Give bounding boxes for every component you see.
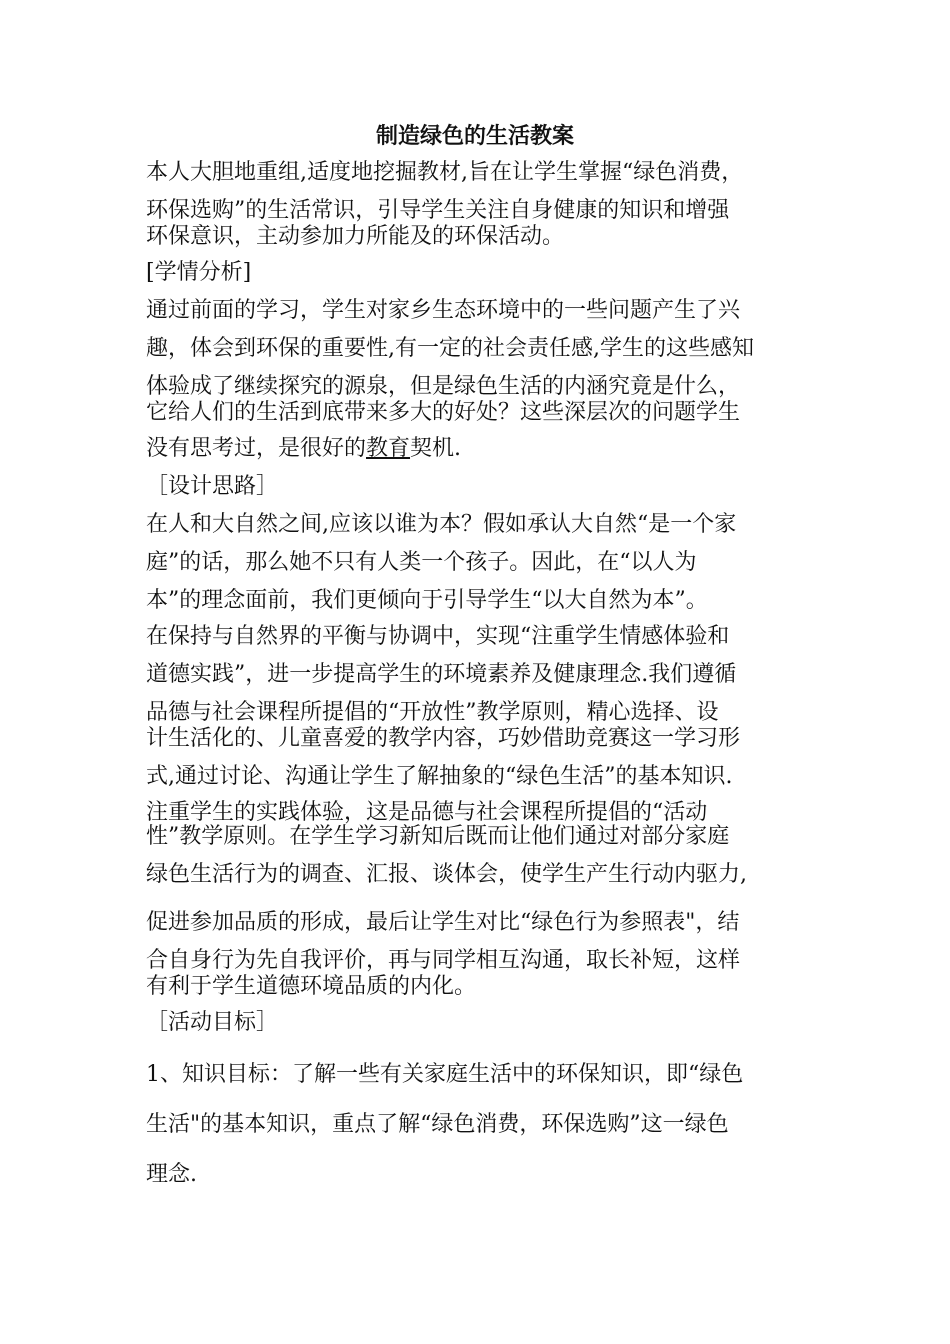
document-title: 制造绿色的生活教案 — [375, 124, 574, 149]
paragraph-text: 没有思考过，是很好的 — [146, 436, 367, 461]
paragraph-line: 有利于学生道德环境品质的内化。 — [146, 974, 477, 999]
paragraph-line: 它给人们的生活到底带来多大的好处？这些深层次的问题学生 — [146, 400, 741, 425]
section-heading: ［设计思路］ — [146, 474, 279, 499]
paragraph-line — [146, 434, 826, 464]
paragraph-line: 本”的理念面前，我们更倾向于引导学生“以大自然为本”。 — [146, 588, 708, 613]
paragraph-line: 计生活化的、儿童喜爱的教学内容，巧妙借助竞赛这一学习形 — [146, 726, 741, 751]
paragraph-line: 注重学生的实践体验，这是品德与社会课程所提倡的“活动 — [146, 800, 708, 825]
paragraph-text: 契机. — [410, 436, 462, 461]
paragraph-line: 品德与社会课程所提倡的“开放性”教学原则，精心选择、设 — [146, 700, 719, 725]
paragraph-line: 1、知识目标：了解一些有关家庭生活中的环保知识，即“绿色 — [146, 1062, 744, 1087]
paragraph-line: 道德实践”，进一步提高学生的环境素养及健康理念.我们遵循 — [146, 662, 737, 687]
paragraph-line: 环保意识，主动参加力所能及的环保活动。 — [146, 224, 565, 249]
paragraph-line: 生活"的基本知识，重点了解“绿色消费，环保选购”这一绿色 — [146, 1112, 729, 1137]
paragraph-line: 合自身行为先自我评价，再与同学相互沟通，取长补短，这样 — [146, 948, 741, 973]
paragraph-line: 促进参加品质的形成，最后让学生对比“绿色行为参照表"，结 — [146, 910, 740, 935]
section-heading: [学情分析] — [146, 260, 252, 285]
underlined-text: 教育 — [366, 436, 411, 461]
paragraph-line: 在人和大自然之间,应该以谁为本？假如承认大自然“是一个家 — [146, 512, 737, 537]
paragraph-line: 性”教学原则。在学生学习新知后既而让他们通过对部分家庭 — [146, 824, 730, 849]
paragraph-line: 庭”的话，那么她不只有人类一个孩子。因此，在“以人为 — [146, 550, 697, 575]
section-heading: ［活动目标］ — [146, 1010, 279, 1035]
paragraph-line: 绿色生活行为的调查、汇报、谈体会，使学生产生行动内驱力, — [146, 862, 747, 887]
paragraph-line: 环保选购”的生活常识，引导学生关注自身健康的知识和增强 — [146, 198, 730, 223]
paragraph-line: 本人大胆地重组,适度地挖掘教材,旨在让学生掌握“绿色消费， — [146, 160, 744, 185]
paragraph-line: 理念. — [146, 1162, 197, 1187]
paragraph-line: 通过前面的学习，学生对家乡生态环境中的一些问题产生了兴 — [146, 298, 741, 323]
paragraph-line: 体验成了继续探究的源泉，但是绿色生活的内涵究竟是什么， — [146, 374, 741, 399]
paragraph-line: 在保持与自然界的平衡与协调中，实现“注重学生情感体验和 — [146, 624, 730, 649]
paragraph-line: 式,通过讨论、沟通让学生了解抽象的“绿色生活”的基本知识. — [146, 764, 733, 789]
paragraph-line: 趣，体会到环保的重要性,有一定的社会责任感,学生的这些感知 — [146, 336, 754, 361]
